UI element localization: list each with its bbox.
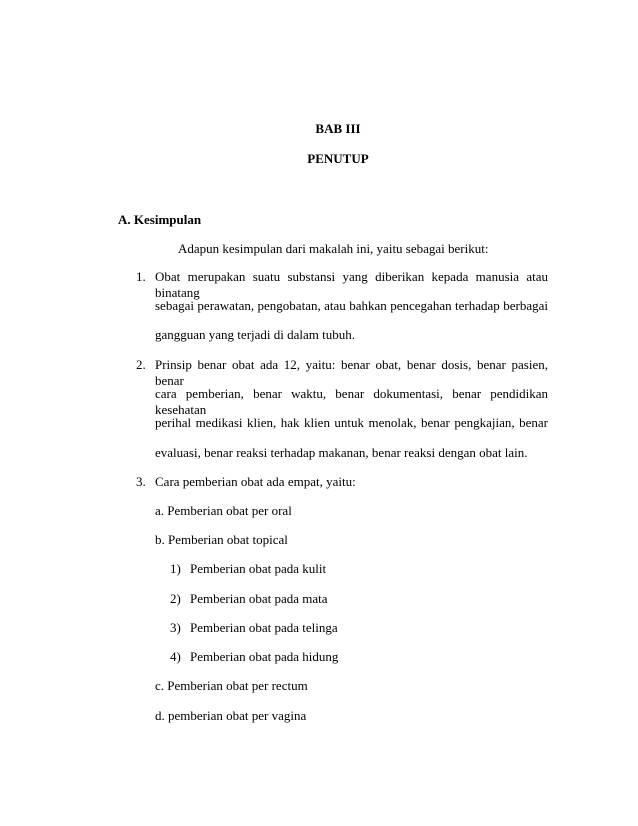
- list-item-line: sebagai perawatan, pengobatan, atau bahkan pencegahan terhadap berbagai: [155, 298, 548, 313]
- sub-item-marker: 4): [170, 649, 181, 664]
- chapter-number: BAB III: [315, 121, 361, 136]
- list-item-line: Cara pemberian obat ada empat, yaitu:: [155, 474, 356, 489]
- list-item-line: Obat merupakan suatu substansi yang diberikan kepada manusia atau binatang: [155, 269, 548, 300]
- list-item-line: evaluasi, benar reaksi terhadap makanan, benar reaksi dengan obat lain.: [155, 445, 528, 460]
- list-item-line: cara pemberian, benar waktu, benar dokumentasi, benar pendidikan kesehatan: [155, 386, 548, 417]
- route-item-a: a. Pemberian obat per oral: [155, 503, 292, 518]
- sub-item-text: Pemberian obat pada telinga: [190, 620, 338, 635]
- list-item-line: gangguan yang terjadi di dalam tubuh.: [155, 327, 356, 342]
- sub-item-text: Pemberian obat pada mata: [190, 591, 328, 606]
- list-item-marker: 2.: [136, 357, 146, 372]
- list-item-marker: 1.: [136, 269, 146, 284]
- sub-item-text: Pemberian obat pada kulit: [190, 561, 327, 576]
- route-item-c: c. Pemberian obat per rectum: [155, 678, 308, 693]
- chapter-title: PENUTUP: [307, 151, 369, 166]
- list-item-marker: 3.: [136, 474, 146, 489]
- sub-item-marker: 3): [170, 620, 181, 635]
- route-item-b: b. Pemberian obat topical: [155, 532, 288, 547]
- route-item-d: d. pemberian obat per vagina: [155, 708, 307, 723]
- list-item-line: Prinsip benar obat ada 12, yaitu: benar obat, benar dosis, benar pasien, benar: [155, 357, 548, 388]
- sub-item-text: Pemberian obat pada hidung: [190, 649, 339, 664]
- list-item-line: perihal medikasi klien, hak klien untuk menolak, benar pengkajian, benar: [155, 415, 548, 430]
- section-intro: Adapun kesimpulan dari makalah ini, yaitu sebagai berikut:: [178, 241, 489, 256]
- section-heading: A. Kesimpulan: [118, 212, 202, 227]
- sub-item-marker: 1): [170, 561, 181, 576]
- sub-item-marker: 2): [170, 591, 181, 606]
